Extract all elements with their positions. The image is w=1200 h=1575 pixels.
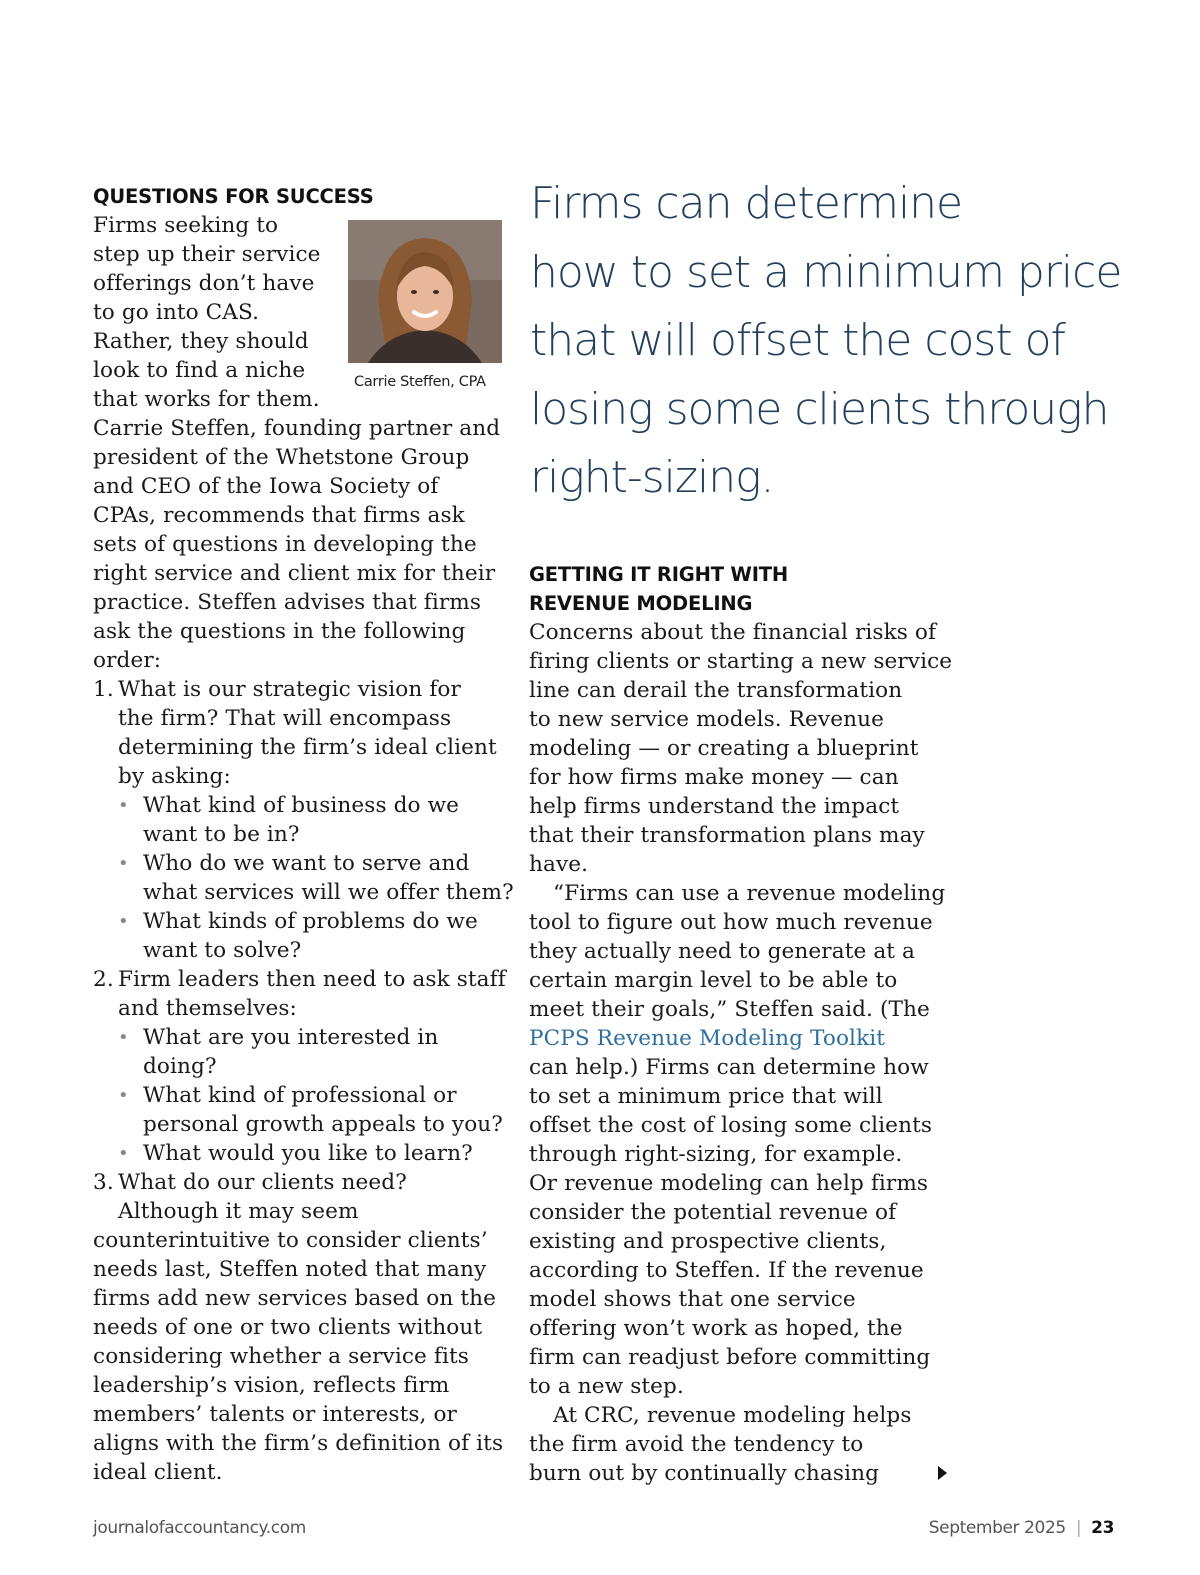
text-line: “Firms can use a revenue modeling: [553, 881, 946, 906]
text-line: Or revenue modeling can help firms: [529, 1171, 929, 1196]
bullet-icon: •: [118, 911, 129, 932]
pull-quote: [530, 170, 1150, 513]
pull-quote-line: right-sizing.: [530, 452, 774, 503]
paragraph-1: [529, 618, 953, 879]
bullet-item: [93, 1023, 513, 1081]
footer-site: journalofaccountancy.com: [93, 1518, 306, 1538]
text-line: What would you like to learn?: [143, 1141, 473, 1166]
pull-quote-line: that will offset the cost of: [530, 315, 1065, 366]
text-line: sets of questions in developing the: [93, 532, 477, 557]
text-line: CPAs, recommends that firms ask: [93, 503, 465, 528]
item-number: 3.: [93, 1170, 114, 1195]
text-line: what services will we offer them?: [143, 880, 514, 905]
bullet-icon: •: [118, 1143, 129, 1164]
item-number: 1.: [93, 677, 114, 702]
item-number: 2.: [93, 967, 114, 992]
text-line: to go into CAS.: [93, 300, 260, 325]
bullet-item: [93, 907, 513, 965]
text-line: look to find a niche: [93, 358, 306, 383]
bullet-item: [93, 1139, 513, 1168]
footer-page-info: [929, 1518, 1114, 1538]
text-line: Who do we want to serve and: [143, 851, 470, 876]
text-line: At CRC, revenue modeling helps: [553, 1403, 912, 1428]
text-line: they actually need to generate at a: [529, 939, 916, 964]
text-line: practice. Steffen advises that firms: [93, 590, 482, 615]
bullet-item: [93, 849, 513, 907]
text-line: tool to figure out how much revenue: [529, 910, 933, 935]
text-line: ask the questions in the following: [93, 619, 466, 644]
bullet-icon: •: [118, 853, 129, 874]
continue-arrow-icon: [938, 1466, 947, 1480]
closing-text: [93, 1197, 513, 1487]
text-line: president of the Whetstone Group: [93, 445, 470, 470]
bullet-icon: •: [118, 1085, 129, 1106]
text-line: What kind of business do we: [143, 793, 460, 818]
text-line: needs of one or two clients without: [93, 1315, 483, 1340]
text-line: Concerns about the financial risks of: [529, 620, 937, 645]
footer-date: September 2025: [928, 1518, 1066, 1538]
text-line: help firms understand the impact: [529, 794, 900, 819]
pull-quote-line: losing some clients through: [530, 383, 1109, 435]
text-line: have.: [529, 852, 589, 877]
text-line: firing clients or starting a new service: [529, 649, 953, 674]
text-line: line can derail the transformation: [529, 678, 903, 703]
bullet-icon: •: [118, 1027, 129, 1048]
text-line: and themselves:: [118, 996, 297, 1021]
text-line: offering won’t work as hoped, the: [529, 1316, 903, 1341]
pull-quote-line: Firms can determine: [530, 178, 963, 229]
text-line: meet their goals,” Steffen said. (The: [529, 997, 930, 1022]
text-line: the firm avoid the tendency to: [529, 1432, 864, 1457]
numbered-item-3: [93, 1168, 513, 1197]
text-line: modeling — or creating a blueprint: [529, 736, 919, 761]
text-line: to set a minimum price that will: [529, 1084, 883, 1109]
text-line: want to solve?: [143, 938, 302, 963]
text-line: personal growth appeals to you?: [143, 1112, 503, 1137]
text-line: doing?: [143, 1054, 217, 1079]
text-line: that works for them.: [93, 387, 320, 412]
section-heading-questions: QUESTIONS FOR SUCCESS: [93, 185, 374, 208]
revenue-toolkit-link[interactable]: PCPS Revenue Modeling Toolkit: [529, 1026, 886, 1051]
text-line: members’ talents or interests, or: [93, 1402, 457, 1427]
text-line: the firm? That will encompass: [118, 706, 452, 731]
pull-quote-line: how to set a minimum price: [530, 246, 1122, 298]
paragraph-2: [529, 879, 949, 1401]
right-column: [529, 560, 953, 1488]
text-line: What kinds of problems do we: [143, 909, 478, 934]
text-line: right service and client mix for their: [93, 561, 496, 586]
text-line: for how firms make money — can: [529, 765, 899, 790]
numbered-item-2: [93, 965, 513, 1023]
text-line: Carrie Steffen, founding partner and: [93, 416, 501, 441]
paragraph-3: [529, 1401, 949, 1488]
text-line: that their transformation plans may: [529, 823, 925, 848]
page-number: 23: [1091, 1518, 1114, 1538]
text-line: consider the potential revenue of: [529, 1200, 897, 1225]
text-line: firm can readjust before committing: [529, 1345, 931, 1370]
text-line: considering whether a service fits: [93, 1344, 469, 1369]
body-text: [93, 414, 513, 675]
text-line: existing and prospective clients,: [529, 1229, 887, 1254]
text-line: firms add new services based on the: [93, 1286, 497, 1311]
text-line: offerings don’t have: [93, 271, 315, 296]
text-line: aligns with the firm’s definition of its: [93, 1431, 504, 1456]
text-line: model shows that one service: [529, 1287, 856, 1312]
bullet-icon: •: [118, 795, 129, 816]
text-line: can help.) Firms can determine how: [529, 1055, 929, 1080]
photo-caption: Carrie Steffen, CPA: [354, 374, 486, 390]
text-line: Rather, they should: [93, 329, 309, 354]
text-line: step up their service: [93, 242, 321, 267]
text-line: want to be in?: [143, 822, 300, 847]
bullet-item: [93, 1081, 513, 1139]
text-line: What kind of professional or: [143, 1083, 457, 1108]
text-line: by asking:: [118, 764, 231, 789]
text-line: determining the firm’s ideal client: [118, 735, 497, 760]
text-line: What do our clients need?: [118, 1170, 407, 1195]
text-line: What is our strategic vision for: [118, 677, 461, 702]
text-line: ideal client.: [93, 1460, 223, 1485]
text-line: order:: [93, 648, 162, 673]
text-line: Firm leaders then need to ask staff: [118, 967, 506, 992]
text-line: according to Steffen. If the revenue: [529, 1258, 924, 1283]
text-line: through right-sizing, for example.: [529, 1142, 903, 1167]
footer-separator: |: [1075, 1518, 1082, 1538]
text-line: What are you interested in: [143, 1025, 439, 1050]
text-line: certain margin level to be able to: [529, 968, 898, 993]
text-line: leadership’s vision, reflects firm: [93, 1373, 450, 1398]
text-line: Although it may seem: [118, 1199, 359, 1224]
text-line: Firms seeking to: [93, 213, 279, 238]
text-line: and CEO of the Iowa Society of: [93, 474, 439, 499]
section-heading-revenue-modeling: [529, 560, 949, 618]
text-line: to a new step.: [529, 1374, 684, 1399]
text-line: needs last, Steffen noted that many: [93, 1257, 487, 1282]
bullet-item: [93, 791, 513, 849]
portrait-illustration: [348, 220, 502, 363]
text-line: offset the cost of losing some clients: [529, 1113, 933, 1138]
text-line: counterintuitive to consider clients’: [93, 1228, 488, 1253]
text-line: burn out by continually chasing: [529, 1461, 880, 1486]
portrait-photo: [348, 220, 502, 363]
heading-line: GETTING IT RIGHT WITH: [529, 563, 788, 586]
numbered-item-1: [93, 675, 513, 791]
text-line: to new service models. Revenue: [529, 707, 885, 732]
heading-line: REVENUE MODELING: [529, 592, 753, 615]
